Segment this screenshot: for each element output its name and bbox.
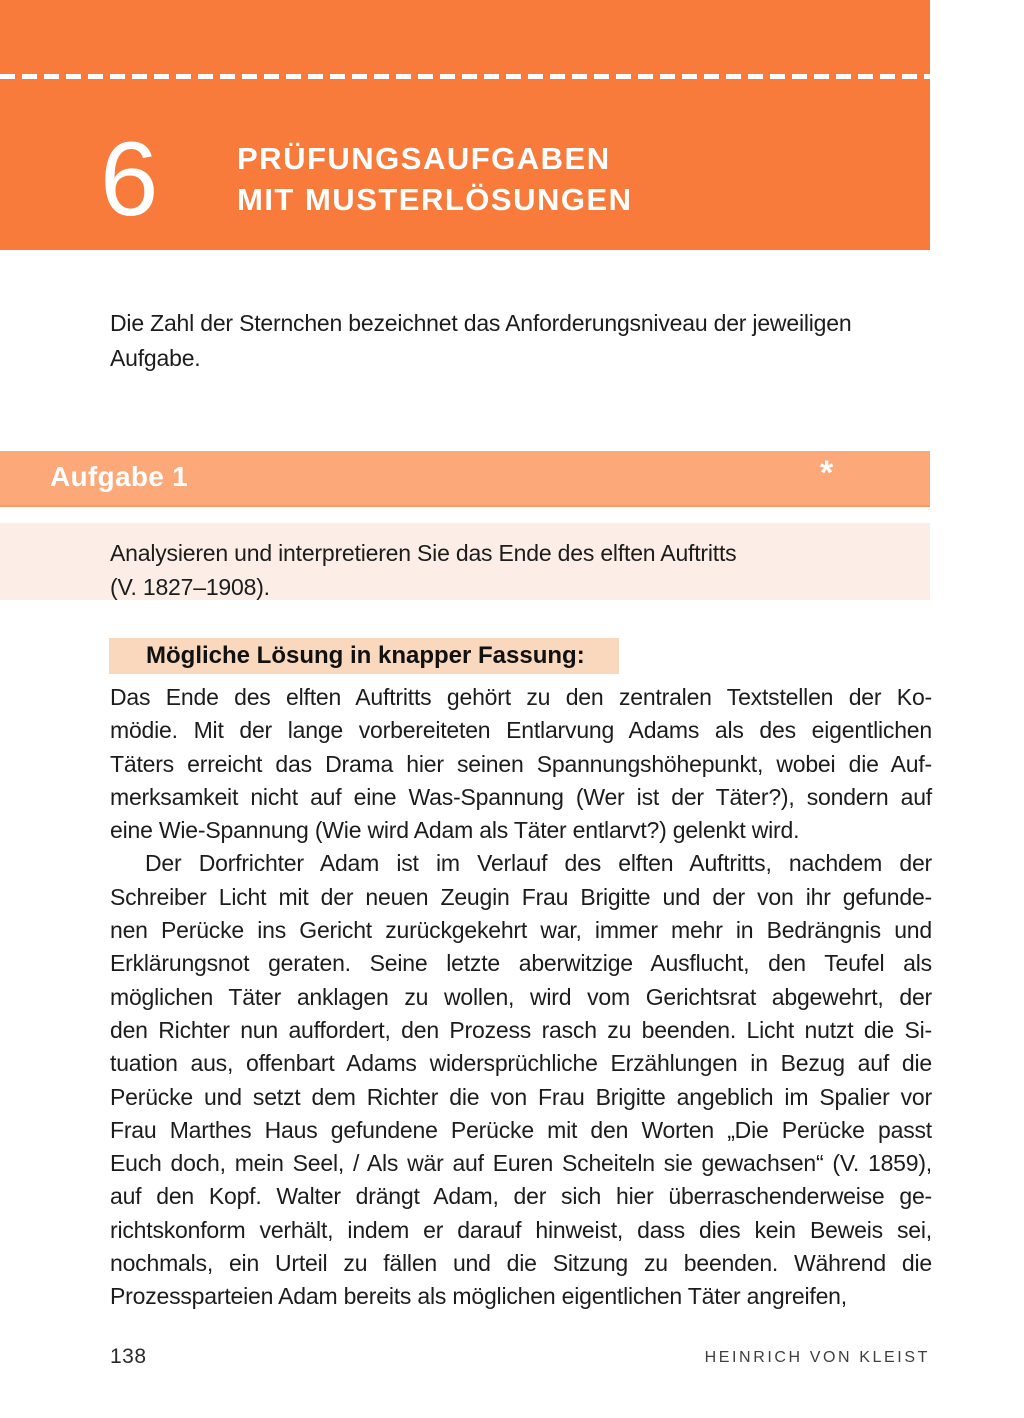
running-head-author: HEINRICH VON KLEIST <box>704 1349 930 1366</box>
text-line: Prozessparteien Adam bereits als möglichen eigentlichen Täter angreifen, <box>110 1283 847 1310</box>
solution-text <box>110 681 932 1314</box>
chapter-number: 6 <box>100 121 159 238</box>
text-line: eine Wie-Spannung (Wie wird Adam als Täter entlarvt?) gelenkt wird. <box>110 817 800 844</box>
chapter-title-line2: MIT MUSTERLÖSUNGEN <box>237 182 633 217</box>
task-prompt-line2: (V. 1827–1908). <box>110 574 270 600</box>
intro-note-line2: Aufgabe. <box>110 344 201 371</box>
text-line: tuation aus, offenbart Adams widersprüchliche Erzählungen in Bezug auf die <box>110 1050 932 1077</box>
text-line: Täters erreicht das Drama hier seinen Spannungshöhepunkt, wobei die Auf- <box>110 750 932 777</box>
dashed-divider <box>0 74 930 79</box>
text-line: Frau Marthes Haus gefundene Perücke mit den Worten „Die Perücke passt <box>110 1116 932 1143</box>
task-prompt-line1: Analysieren und interpretieren Sie das Ende des elften Auftritts <box>110 540 737 566</box>
chapter-header <box>0 0 930 250</box>
text-line: mödie. Mit der lange vorbereiteten Entlarvung Adams als des eigentlichen <box>110 717 932 744</box>
solution-heading: Mögliche Lösung in knapper Fassung: <box>109 638 619 674</box>
page-number: 138 <box>110 1345 147 1368</box>
text-line: nochmals, ein Urteil zu fällen und die Sitzung zu beenden. Während die <box>110 1250 932 1277</box>
task-label: Aufgabe 1 <box>50 461 189 492</box>
task-banner <box>0 451 930 507</box>
text-line: Der Dorfrichter Adam ist im Verlauf des elften Auftritts, nachdem der <box>145 850 932 877</box>
text-line: Erklärungsnot geraten. Seine letzte aberwitzige Ausflucht, den Teufel als <box>110 950 932 977</box>
text-line: Schreiber Licht mit der neuen Zeugin Frau Brigitte und der von ihr gefunde- <box>110 883 932 910</box>
text-line: den Richter nun auffordert, den Prozess rasch zu beenden. Licht nutzt die Si- <box>110 1016 932 1043</box>
text-line: merksamkeit nicht auf eine Was-Spannung (Wer ist der Täter?), sondern auf <box>110 783 932 810</box>
text-line: Das Ende des elften Auftritts gehört zu den zentralen Textstellen der Ko- <box>110 684 932 710</box>
text-line: Euch doch, mein Seel, / Als wär auf Euren Scheiteln sie gewachsen“ (V. 1859), <box>110 1150 932 1177</box>
intro-note-line1: Die Zahl der Sternchen bezeichnet das Anforderungsniveau der jeweiligen <box>110 310 852 336</box>
text-line: möglichen Täter anklagen zu wollen, wird vom Gerichtsrat abgewehrt, der <box>110 983 932 1010</box>
chapter-title <box>237 138 633 220</box>
text-line: auf den Kopf. Walter drängt Adam, der sich hier überraschenderweise ge- <box>110 1183 932 1210</box>
chapter-title-line1: PRÜFUNGSAUFGABEN <box>237 141 611 176</box>
text-line: nen Perücke ins Gericht zurückgekehrt war, immer mehr in Bedrängnis und <box>110 917 932 944</box>
task-prompt-box <box>0 523 930 600</box>
text-line: Perücke und setzt dem Richter die von Frau Brigitte angeblich im Spalier vor <box>110 1083 932 1110</box>
text-line: richtskonform verhält, indem er darauf hinweist, dass dies kein Beweis sei, <box>110 1216 932 1243</box>
difficulty-star: * <box>820 454 834 492</box>
intro-note <box>110 306 932 375</box>
